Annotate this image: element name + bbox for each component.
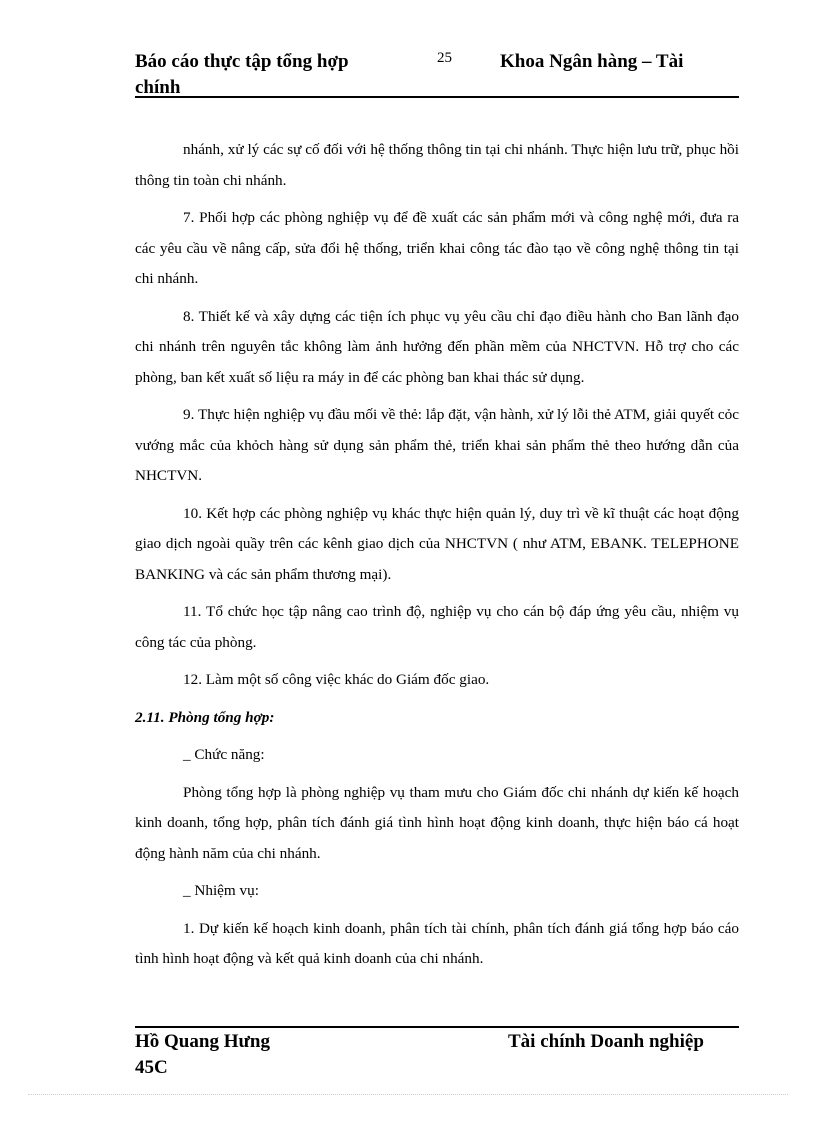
- header-department: Khoa Ngân hàng – Tài: [500, 51, 684, 72]
- footer-rule: [135, 1026, 739, 1028]
- page-number: 25: [437, 50, 452, 66]
- paragraph: 8. Thiết kế và xây dựng các tiện ích phục vụ yêu cầu chỉ đạo điều hành cho Ban lãnh đạo chi nhánh trên nguyên tắc không làm ảnh hưởng đến phần mềm của NHCTVN. Hỗ trợ cho các phòng, ban kết xuất số liệu ra máy in để các phòng ban khai thác sử dụng.: [135, 307, 739, 386]
- paragraph: 9. Thực hiện nghiệp vụ đầu mối về thẻ: lắp đặt, vận hành, xử lý lỗi thẻ ATM, giải quyết cỏc vướng mắc của khỏch hàng sử dụng sản phẩm thẻ, triển khai sản phẩm thẻ theo hướng dẫn của NHCTVN.: [135, 406, 739, 484]
- header-rule: [135, 96, 739, 98]
- footer-author: [135, 1029, 270, 1081]
- page-body: [135, 135, 739, 982]
- paragraph: 12. Làm một số công việc khác do Giám đốc giao.: [183, 671, 490, 688]
- paragraph: Phòng tổng hợp là phòng nghiệp vụ tham mưu cho Giám đốc chi nhánh dự kiến kế hoạch kinh doanh, tổng hợp, phân tích đánh giá tình hình hoạt động kinh doanh, thực hiện báo cá hoạt động hành năm của chi nhánh.: [135, 783, 739, 862]
- paragraph: _ Chức năng:: [183, 746, 265, 763]
- paragraph: 10. Kết hợp các phòng nghiệp vụ khác thực hiện quản lý, duy trì về kĩ thuật các hoạt động giao dịch ngoài quầy trên các kênh giao dịch của NHCTVN ( như ATM, EBANK. TELEPHONE BANKING và các sản phẩm thương mại).: [135, 504, 739, 583]
- paragraph: 11. Tổ chức học tập nâng cao trình độ, nghiệp vụ cho cán bộ đáp ứng yêu cầu, nhiệm vụ công tác của phòng.: [135, 603, 739, 651]
- paragraph: 1. Dự kiến kế hoạch kinh doanh, phân tích tài chính, phân tích đánh giá tổng hợp báo cáo tình hình hoạt động và kết quả kinh doanh của chi nhánh.: [135, 919, 739, 967]
- section-heading: 2.11. Phòng tổng hợp:: [135, 708, 275, 726]
- header-title-line1: Báo cáo thực tập tổng hợp: [135, 51, 349, 72]
- footer-author-name: Hồ Quang Hưng: [135, 1031, 270, 1052]
- page-edge-divider: [28, 1094, 788, 1095]
- header-title-line2: chính: [135, 77, 181, 98]
- paragraph: 7. Phối hợp các phòng nghiệp vụ để đề xuất các sản phẩm mới và công nghệ mới, đưa ra các yêu cầu về nâng cấp, sửa đổi hệ thống, triển khai công tác đào tạo về công nghệ thông tin tại chi nhánh.: [135, 209, 739, 287]
- footer-major: Tài chính Doanh nghiệp: [508, 1031, 704, 1052]
- header-title: [135, 49, 375, 101]
- footer-author-class: 45C: [135, 1057, 168, 1078]
- paragraph: _ Nhiệm vụ:: [183, 882, 259, 899]
- paragraph: nhánh, xử lý các sự cố đối với hệ thống thông tin tại chi nhánh. Thực hiện lưu trữ, phục hồi thông tin toàn chi nhánh.: [135, 141, 739, 189]
